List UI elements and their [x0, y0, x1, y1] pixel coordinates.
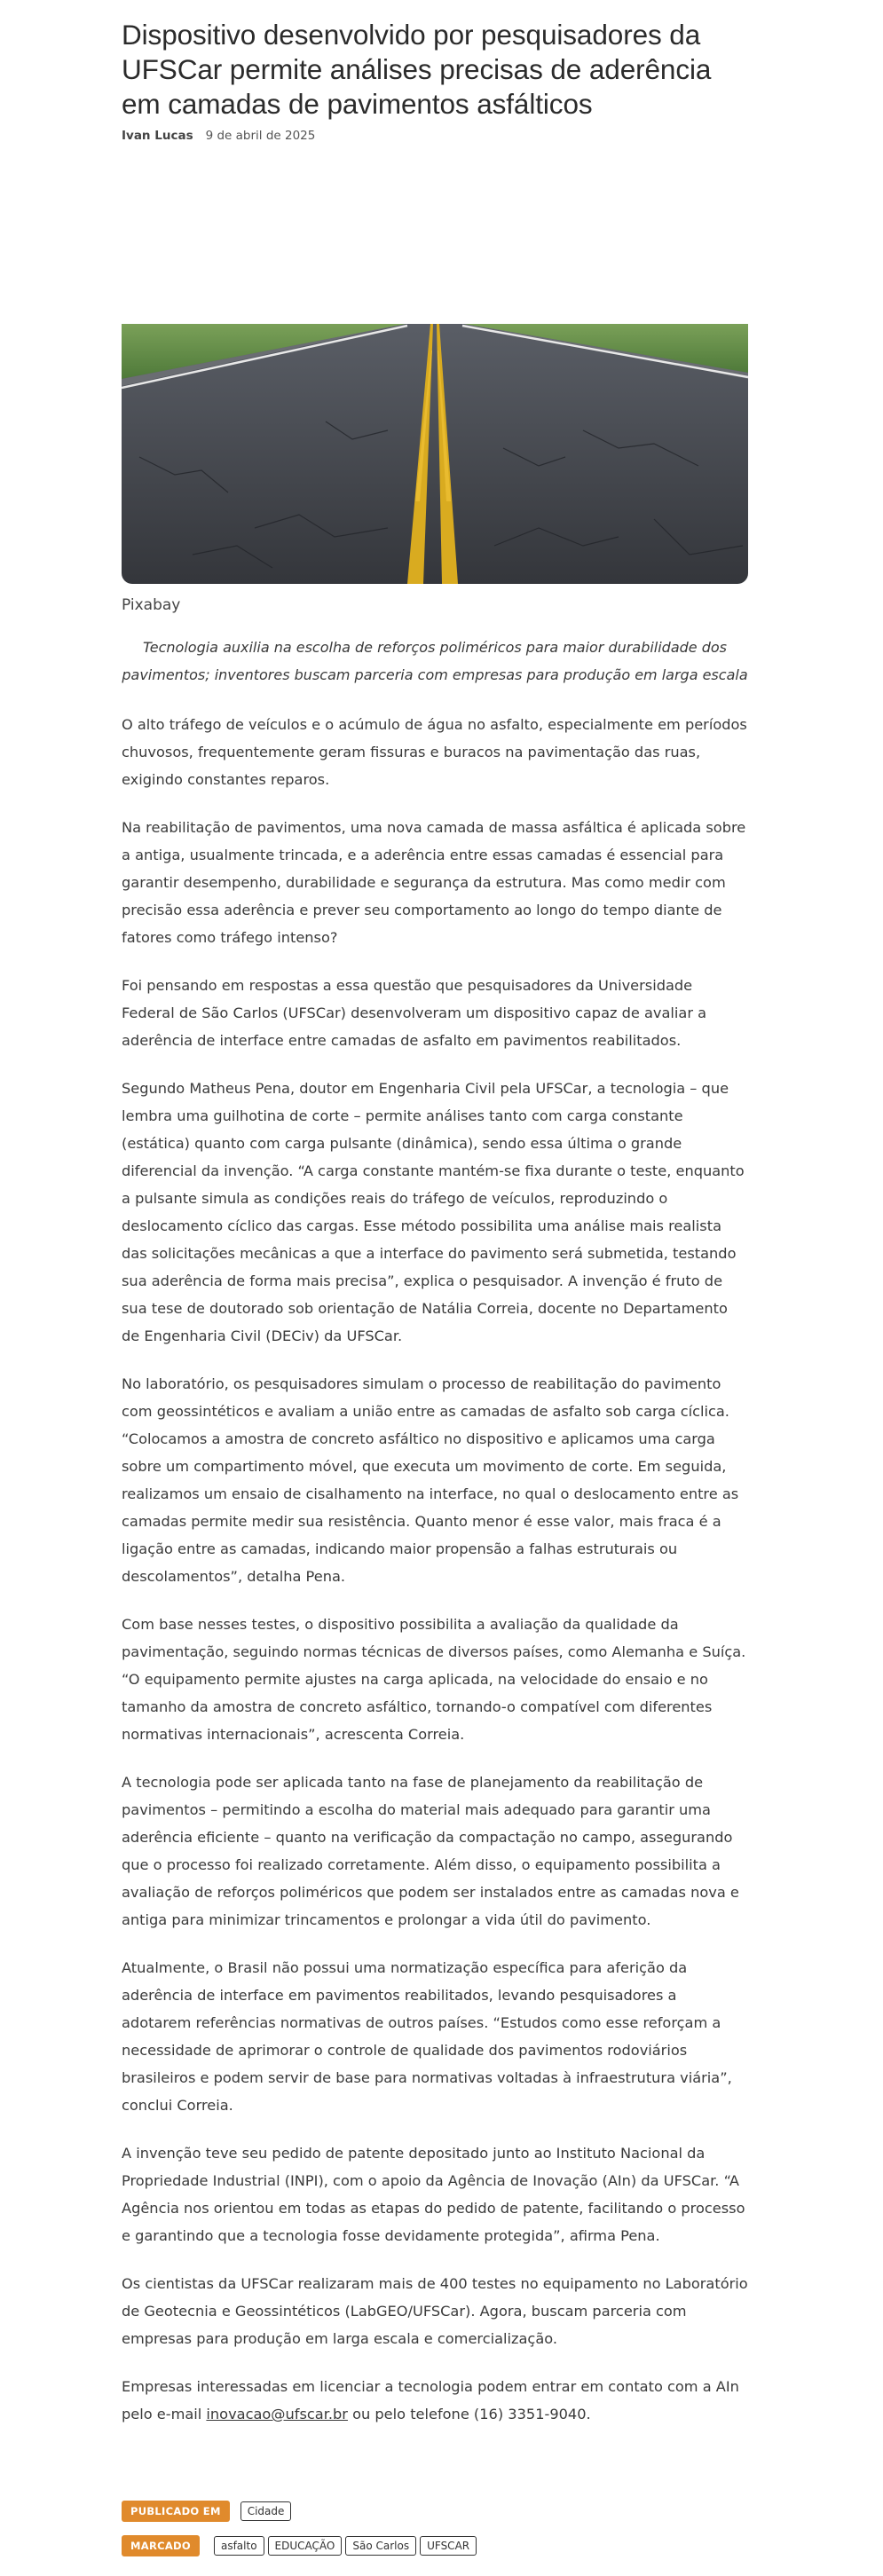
article-body [122, 711, 748, 2448]
image-credit: Pixabay [122, 596, 181, 614]
tag-sao-carlos[interactable]: São Carlos [345, 2536, 416, 2556]
contact-text: Empresas interessadas em licenciar a tecnologia podem entrar em contato com a AIn pelo e-mail [122, 2378, 739, 2422]
paragraph: Na reabilitação de pavimentos, uma nova camada de massa asfáltica é aplicada sobre a antiga, usualmente trincada, e a aderência entre essas camadas é essencial para garantir desempenho, durabilidade e segurança da estrutura. Mas como medir com precisão essa aderência e prever seu comportamento ao longo do tempo diante de fatores como tráfego intenso? [122, 819, 746, 946]
publish-date: 9 de abril de 2025 [205, 129, 316, 143]
published-in-label: PUBLICADO EM [122, 2501, 230, 2522]
tag-educacao[interactable]: EDUCAÇÃO [268, 2536, 343, 2556]
article [122, 0, 748, 2552]
paragraph: Com base nesses testes, o dispositivo possibilita a avaliação da qualidade da pavimentação, seguindo normas técnicas de diversos países, como Alemanha e Suíça. “O equipamento permite ajustes na carga aplicada, na velocidade do ensaio e no tamanho da amostra de concreto asfáltico, tornando-o compatível com diferentes normativas internacionais”, acrescenta Correia. [122, 1616, 746, 1743]
paragraph: No laboratório, os pesquisadores simulam o processo de reabilitação do pavimento com geossintéticos e avaliam a união entre as camadas de asfalto sob carga cíclica. “Colocamos a amostra de concreto asfáltico no dispositivo e aplicamos uma carga sobre um compartimento móvel, que executa um movimento de corte. Em seguida, realizamos um ensaio de cisalhamento na interface, no qual o deslocamento entre as camadas permite medir sua resistência. Quanto menor é esse valor, mais fraca é a ligação entre as camadas, indicando maior propensão a falhas estruturais ou descolamentos”, detalha Pena. [122, 1375, 739, 1585]
author-name[interactable]: Ivan Lucas [122, 129, 193, 143]
tagged-label: MARCADO [122, 2535, 200, 2556]
road-photo [122, 324, 748, 584]
paragraph: Foi pensando em respostas a essa questão que pesquisadores da Universidade Federal de São Carlos (UFSCar) desenvolveram um dispositivo capaz de avaliar a aderência de interface entre camadas de asfalto em pavimentos reabilitados. [122, 977, 707, 1049]
paragraph: O alto tráfego de veículos e o acúmulo de água no asfalto, especialmente em períodos chuvosos, frequentemente geram fissuras e buracos na pavimentação das ruas, exigindo constantes reparos. [122, 716, 747, 788]
tagged-row [122, 2535, 480, 2556]
tag-ufscar[interactable]: UFSCAR [420, 2536, 477, 2556]
contact-paragraph [122, 2373, 748, 2428]
paragraph: Segundo Matheus Pena, doutor em Engenharia Civil pela UFSCar, a tecnologia – que lembra uma guilhotina de corte – permite análises tanto com carga constante (estática) quanto com carga pulsante (dinâmica), sendo essa última o grande diferencial da invenção. “A carga constante mantém-se fixa durante o teste, enquanto a pulsante simula as condições reais do tráfego de veículos, reproduzindo o deslocamento cíclico das cargas. Esse método possibilita uma análise mais realista das solicitações mecânicas a que a interface do pavimento será submetida, testando sua aderência de forma mais precisa”, explica o pesquisador. A invenção é fruto de sua tese de doutorado sob orientação de Natália Correia, docente no Departamento de Engenharia Civil (DECiv) da UFSCar. [122, 1080, 745, 1344]
tag-asfalto[interactable]: asfalto [214, 2536, 264, 2556]
article-title: Dispositivo desenvolvido por pesquisadores da UFSCar permite análises precisas de aderência em camadas de pavimentos asfálticos [122, 19, 712, 120]
hero-image [122, 324, 748, 584]
paragraph: A invenção teve seu pedido de patente depositado junto ao Instituto Nacional da Propriedade Industrial (INPI), com o apoio da Agência de Inovação (AIn) da UFSCar. “A Agência nos orientou em todas as etapas do pedido de patente, facilitando o processo e garantindo que a tecnologia fosse devidamente protegida”, afirma Pena. [122, 2145, 745, 2244]
contact-text-after: ou pelo telefone (16) 3351-9040. [347, 2406, 591, 2422]
paragraph: A tecnologia pode ser aplicada tanto na fase de planejamento da reabilitação de pavimentos – permitindo a escolha do material mais adequado para garantir uma aderência eficiente – quanto na verificação da compactação no campo, assegurando que o processo foi realizado corretamente. Além disso, o equipamento possibilita a avaliação de reforços poliméricos que podem ser instalados entre as camadas nova e antiga para minimizar trincamentos e prolongar a vida útil do pavimento. [122, 1774, 739, 1928]
category-tag-cidade[interactable]: Cidade [240, 2501, 292, 2521]
published-in-row [122, 2501, 295, 2522]
article-lede: Tecnologia auxilia na escolha de reforços poliméricos para maior durabilidade dos pavimentos; inventores buscam parceria com empresas para produção em larga escala [122, 639, 748, 683]
email-link[interactable]: inovacao@ufscar.br [206, 2406, 348, 2422]
paragraph: Os cientistas da UFSCar realizaram mais de 400 testes no equipamento no Laboratório de Geotecnia e Geossintéticos (LabGEO/UFSCar). Agora, buscam parceria com empresas para produção em larga escala e comercialização. [122, 2275, 748, 2347]
article-meta [122, 129, 748, 146]
paragraph: Atualmente, o Brasil não possui uma normatização específica para aferição da aderência de interface em pavimentos reabilitados, levando pesquisadores a adotarem referências normativas de outros países. “Estudos como esse reforçam a necessidade de aprimorar o controle de qualidade dos pavimentos rodoviários brasileiros e podem servir de base para normativas voltadas à infraestrutura viária”, conclui Correia. [122, 1959, 732, 2114]
